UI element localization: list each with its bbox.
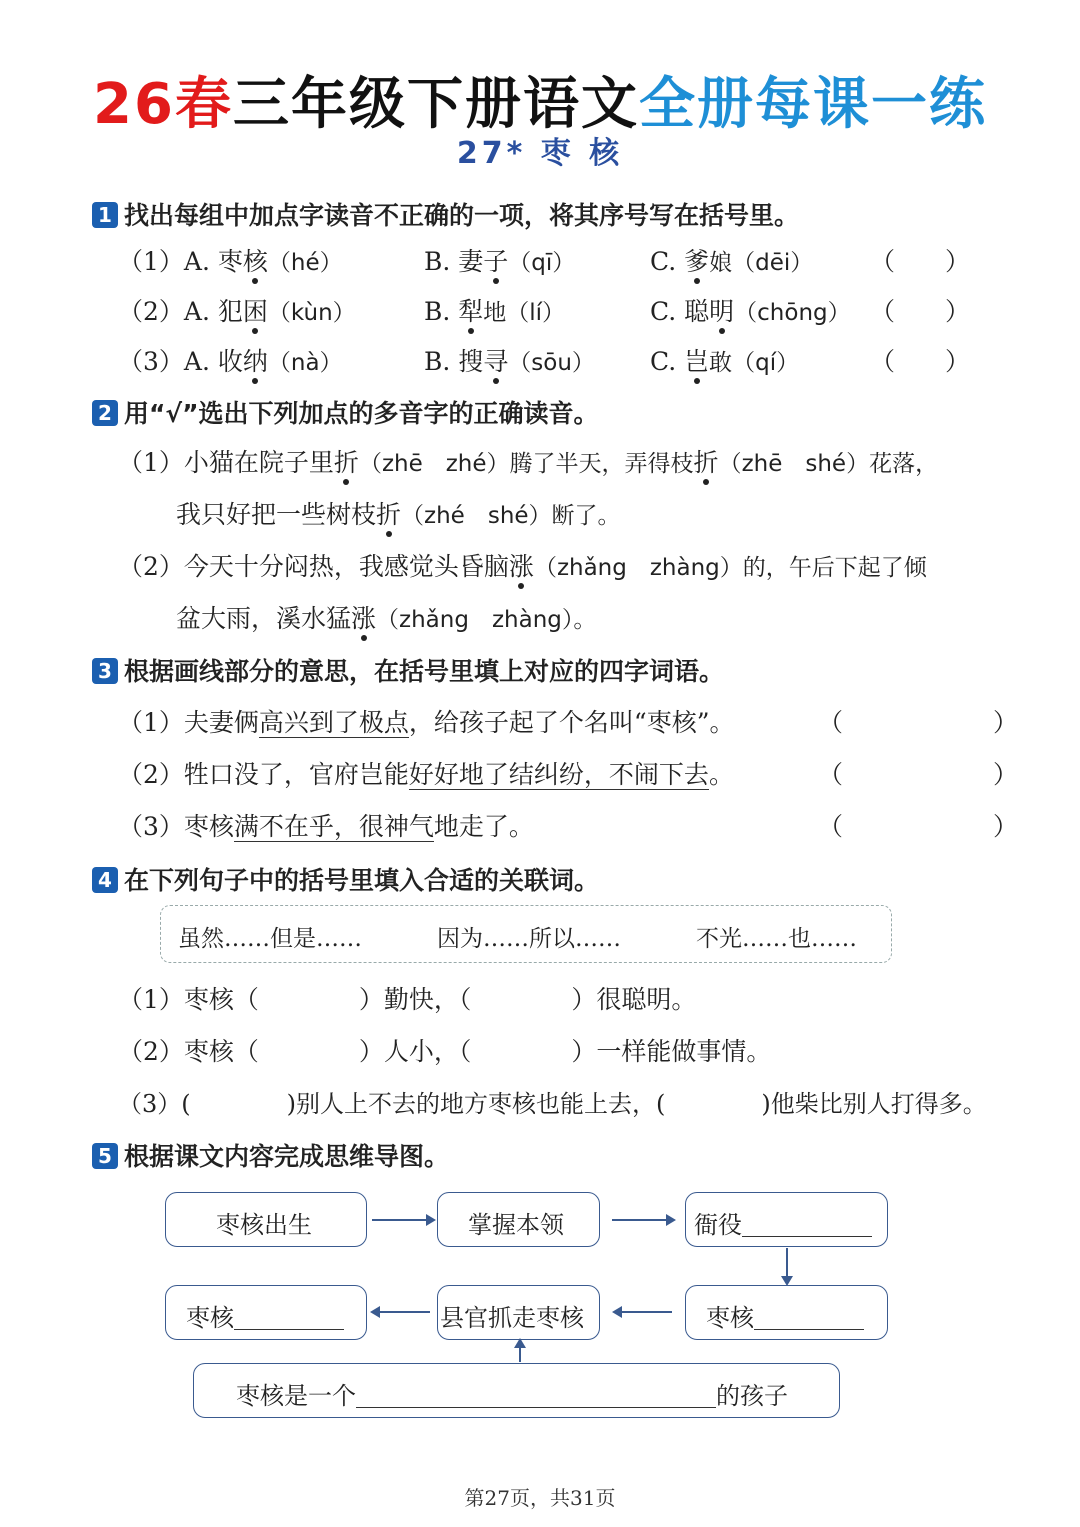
q1-row-3-b <box>424 342 595 378</box>
q2-l3-dotted: 涨 <box>508 552 534 581</box>
q1-row-2-c-pinyin: （chōng） <box>734 300 851 326</box>
q1-heading <box>92 196 799 232</box>
word-bank-item-2: 因为……所以…… <box>437 926 621 952</box>
q1-row-1-answer[interactable]: （ ） <box>870 247 971 276</box>
q1-row-2-a-pre: A. 犯 <box>183 297 243 326</box>
mindmap-summary-blank[interactable] <box>356 1383 716 1408</box>
page-footer: 第27页，共31页 <box>464 1486 616 1510</box>
q2-number: 2 <box>92 400 118 426</box>
q3-r2-c: 。 <box>708 760 734 789</box>
q1-row-2-c <box>650 292 851 328</box>
q1-row-2-a-dotted: 困 <box>242 297 268 326</box>
q1-row-1-a-pinyin: （hé） <box>267 250 343 276</box>
title-part-blue: 全册每课一练 <box>638 72 987 137</box>
q3-r1-underlined: 高兴到了极点 <box>258 708 409 737</box>
mindmap-summary-suffix: 的孩子 <box>716 1382 788 1410</box>
mindmap-box-birth-label: 枣核出生 <box>216 1211 312 1239</box>
arrow-down-icon <box>786 1248 788 1280</box>
q1-row-3-c-dotted: 岂 <box>684 347 710 376</box>
q2-l1-dotted-2: 折 <box>693 448 719 477</box>
q4-heading-text: 在下列句子中的括号里填入合适的关联词。 <box>124 866 600 895</box>
q3-heading <box>92 652 724 688</box>
arrow-left-icon <box>376 1311 430 1313</box>
q1-row-2-b-pinyin: 地（lí） <box>483 300 566 326</box>
q2-l3-text-a: （2）今天十分闷热，我感觉头昏脑 <box>118 552 509 581</box>
q1-row-1-b-pinyin: （qī） <box>508 250 576 276</box>
mindmap-box-birth <box>165 1192 367 1247</box>
mindmap-box-zaohe-left <box>165 1285 367 1340</box>
q2-line-4 <box>176 599 596 635</box>
q1-row-2-index: （2） <box>118 297 184 326</box>
q1-row-1-a-pre: A. 枣 <box>183 247 243 276</box>
q3-r2-a: （2）牲口没了，官府岂能 <box>118 760 409 789</box>
arrow-up-icon <box>519 1344 521 1362</box>
mindmap-box-zaohe-left-blank[interactable] <box>234 1305 344 1330</box>
arrow-right-icon <box>372 1219 430 1221</box>
q1-row-2-b-pre: B. <box>424 297 459 326</box>
mindmap-box-arrest <box>437 1285 600 1340</box>
title-part-black: 三年级下册语文 <box>232 72 639 137</box>
q2-l1-options-2[interactable]: （zhē shé）花落， <box>718 451 939 477</box>
q3-r3-underlined: 满不在乎，很神气 <box>233 812 434 841</box>
q3-heading-text: 根据画线部分的意思，在括号里填上对应的四字词语。 <box>124 657 725 686</box>
q1-row-2-c-pre: C. 聪 <box>650 297 710 326</box>
q1-row-3-c-pre: C. <box>650 347 685 376</box>
q2-l1-text-a: （1）小猫在院子里 <box>118 448 334 477</box>
q2-heading-text: 用“√”选出下列加点的多音字的正确读音。 <box>124 399 599 428</box>
q1-number: 1 <box>92 202 118 228</box>
title-part-red: 26春 <box>93 72 233 137</box>
q2-l1-dotted-1: 折 <box>333 448 359 477</box>
q2-line-1 <box>118 443 938 479</box>
q2-l2-options[interactable]: （zhé shé）断了。 <box>401 503 621 529</box>
word-bank-item-3: 不光……也…… <box>696 926 857 952</box>
q1-row-3-b-dotted: 寻 <box>483 347 509 376</box>
lesson-title: 27* 枣 核 <box>456 136 624 171</box>
q4-number: 4 <box>92 867 118 893</box>
q4-sentence-3[interactable]: （3）( )别人上不去的地方枣核也能上去，( )他柴比别人打得多。 <box>118 1090 987 1118</box>
mindmap-box-arrest-label: 县官抓走枣核 <box>440 1304 584 1332</box>
q1-heading-text: 找出每组中加点字读音不正确的一项，将其序号写在括号里。 <box>124 201 800 230</box>
q3-r3-answer[interactable]: （ ） <box>818 812 1019 841</box>
q3-row-3 <box>118 807 534 843</box>
q2-l2-dotted: 折 <box>376 500 402 529</box>
word-bank-item-1: 虽然……但是…… <box>178 926 362 952</box>
mindmap-box-zaohe-left-label: 枣核 <box>186 1304 234 1332</box>
q4-heading <box>92 861 599 897</box>
q4-sentence-1[interactable]: （1）枣核（ ）勤快，（ ）很聪明。 <box>118 985 697 1014</box>
q1-row-3-b-pinyin: （sōu） <box>508 350 595 376</box>
q3-row-2 <box>118 755 734 791</box>
q3-r1-c: ，给孩子起了个名叫“枣核”。 <box>408 708 735 737</box>
q3-r3-a: （3）枣核 <box>118 812 234 841</box>
q2-line-2 <box>176 495 621 531</box>
q2-l4-text-a: 盆大雨，溪水猛 <box>176 604 352 633</box>
q1-row-2-answer[interactable]: （ ） <box>870 297 971 326</box>
q1-row-2-c-dotted: 明 <box>709 297 735 326</box>
q3-r2-answer[interactable]: （ ） <box>818 760 1019 789</box>
q3-row-1 <box>118 703 735 739</box>
q2-line-3 <box>118 547 927 583</box>
q1-row-2 <box>118 292 356 328</box>
q2-l4-options[interactable]: （zhǎng zhàng）。 <box>376 607 597 633</box>
q5-heading-text: 根据课文内容完成思维导图。 <box>124 1142 450 1171</box>
q1-row-3-b-pre: B. 搜 <box>424 347 484 376</box>
q2-heading <box>92 394 599 430</box>
q2-l1-options-1[interactable]: （zhē zhé）腾了半天，弄得枝 <box>358 451 694 477</box>
q5-heading <box>92 1137 449 1173</box>
q1-row-3-index: （3） <box>118 347 184 376</box>
q1-row-1-c-dotted: 爹 <box>684 247 710 276</box>
q3-number: 3 <box>92 658 118 684</box>
q1-row-1-c-pinyin: 娘（dēi） <box>709 250 814 276</box>
mindmap-box-skill-label: 掌握本领 <box>468 1211 564 1239</box>
mindmap-box-summary <box>193 1363 840 1418</box>
q1-row-1-a-dotted: 核 <box>242 247 268 276</box>
q1-row-3-answer[interactable]: （ ） <box>870 347 971 376</box>
mindmap-box-zaohe-right-label: 枣核 <box>706 1304 754 1332</box>
mindmap-box-zaohe-right-blank[interactable] <box>754 1305 864 1330</box>
q2-l2-text-a: 我只好把一些树枝 <box>176 500 377 529</box>
q2-l3-options[interactable]: （zhǎng zhàng）的，午后下起了倾 <box>533 555 927 581</box>
q1-row-2-a-pinyin: （kùn） <box>267 300 356 326</box>
q3-r3-c: 地走了。 <box>433 812 534 841</box>
mindmap-box-skill <box>437 1192 600 1247</box>
q1-row-3-c <box>650 342 799 378</box>
q1-row-1 <box>118 242 343 278</box>
q1-row-2-b <box>424 292 565 328</box>
q1-row-1-b-pre: B. 妻 <box>424 247 484 276</box>
q1-row-3-a-pre: A. 收 <box>183 347 243 376</box>
q3-r1-answer[interactable]: （ ） <box>818 708 1019 737</box>
q1-row-3-a-dotted: 纳 <box>242 347 268 376</box>
q3-r1-a: （1）夫妻俩 <box>118 708 259 737</box>
q1-row-1-b-dotted: 子 <box>483 247 509 276</box>
q1-row-2-b-dotted: 犁 <box>458 297 484 326</box>
mindmap-box-yamen-label: 衙役 <box>694 1211 742 1239</box>
q1-row-3-a-pinyin: （nà） <box>267 350 343 376</box>
arrow-right-icon <box>612 1219 670 1221</box>
q4-sentence-2[interactable]: （2）枣核（ ）人小，（ ）一样能做事情。 <box>118 1037 772 1066</box>
q1-row-1-c-pre: C. <box>650 247 685 276</box>
mindmap-box-yamen-blank[interactable] <box>742 1212 872 1237</box>
mindmap-box-yamen <box>685 1192 888 1247</box>
mindmap-box-zaohe-right <box>685 1285 888 1340</box>
q1-row-3-c-pinyin: 敢（qí） <box>709 350 800 376</box>
q1-row-1-index: （1） <box>118 247 184 276</box>
q1-row-3 <box>118 342 343 378</box>
q3-r2-underlined: 好好地了结纠纷，不闹下去 <box>408 760 709 789</box>
arrow-left-icon <box>618 1311 672 1313</box>
q2-l4-dotted: 涨 <box>351 604 377 633</box>
q1-row-1-b <box>424 242 575 278</box>
q1-row-1-c <box>650 242 813 278</box>
q5-number: 5 <box>92 1143 118 1169</box>
mindmap-summary-prefix: 枣核是一个 <box>236 1382 356 1410</box>
